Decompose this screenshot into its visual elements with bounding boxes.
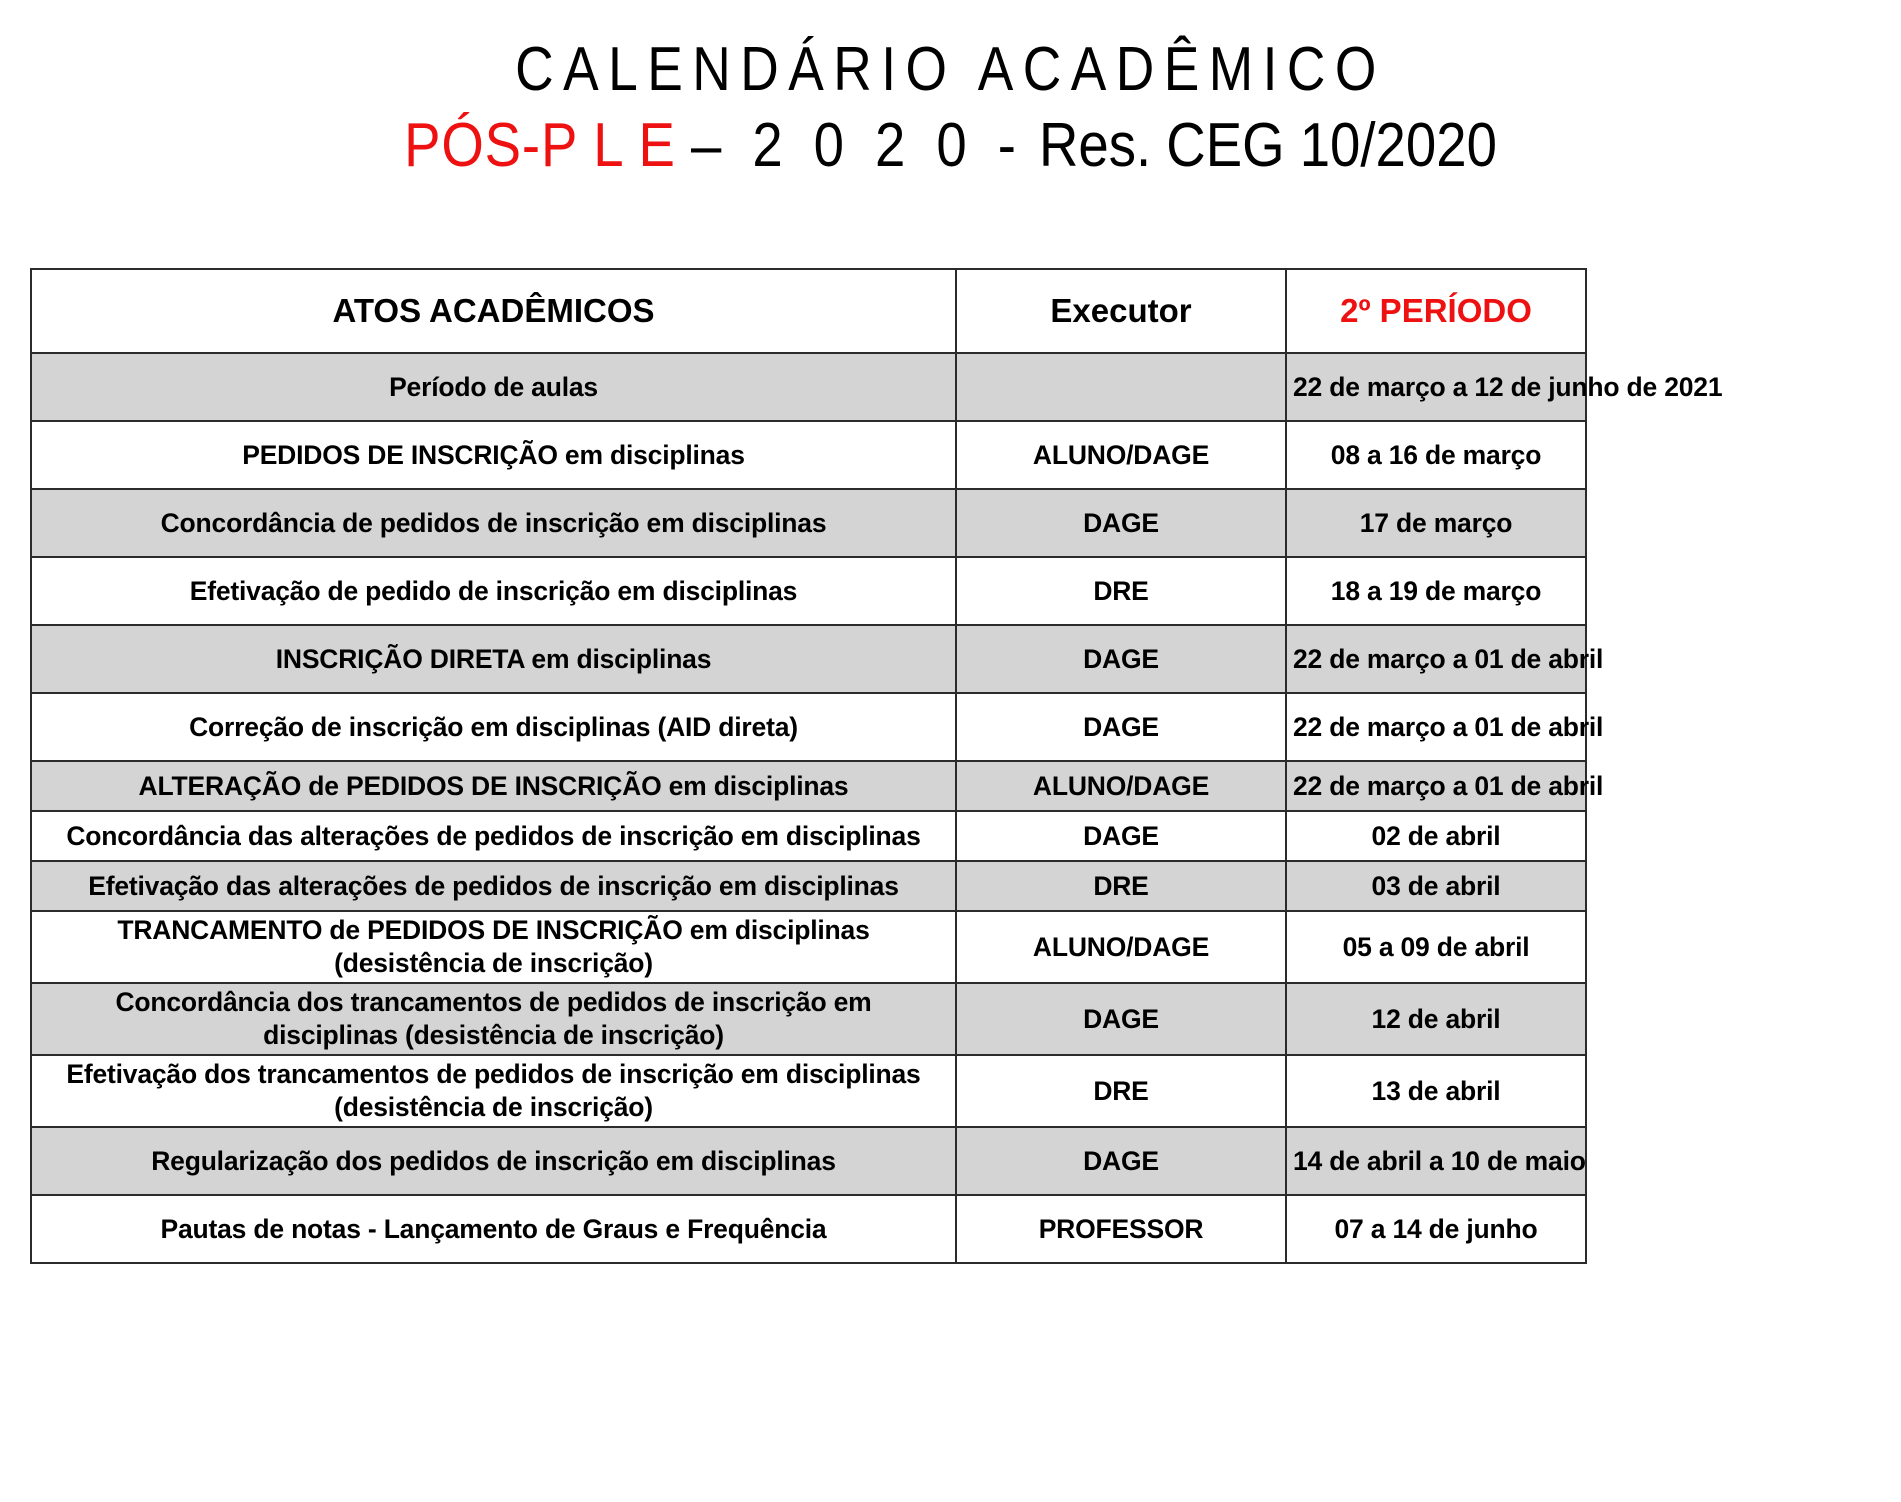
table-row [31, 1195, 1586, 1263]
cell-executor: DRE [956, 557, 1286, 625]
cell-period: 22 de março a 01 de abril [1286, 761, 1586, 811]
cell-period: 05 a 09 de abril [1286, 911, 1586, 983]
cell-period: 22 de março a 12 de junho de 2021 [1286, 353, 1586, 421]
cell-activity: Regularização dos pedidos de inscrição em disciplinas [31, 1127, 956, 1195]
table-body [31, 353, 1723, 1263]
cell-activity: Efetivação de pedido de inscrição em disciplinas [31, 557, 956, 625]
cell-executor: ALUNO/DAGE [956, 911, 1286, 983]
cell-period: 02 de abril [1286, 811, 1586, 861]
cell-activity: Concordância das alterações de pedidos de inscrição em disciplinas [31, 811, 956, 861]
column-header-executor: Executor [956, 269, 1286, 353]
title-subtitle [114, 108, 1787, 184]
table-row [31, 983, 1586, 1055]
table-row [31, 625, 1586, 693]
cell-executor: DAGE [956, 983, 1286, 1055]
title-year-label: – 2 0 2 0 - [690, 111, 1024, 180]
cell-activity: Correção de inscrição em disciplinas (AID direta) [31, 693, 956, 761]
table-row [31, 353, 1586, 421]
cell-activity: Concordância de pedidos de inscrição em disciplinas [31, 489, 956, 557]
title-program-label: PÓS-P L E [404, 111, 676, 180]
cell-period: 13 de abril [1286, 1055, 1586, 1127]
cell-activity: Período de aulas [31, 353, 956, 421]
academic-calendar-table [30, 268, 1723, 1264]
cell-activity: TRANCAMENTO de PEDIDOS DE INSCRIÇÃO em disciplinas (desistência de inscrição) [31, 911, 956, 983]
calendar-table-container [30, 268, 1723, 1264]
cell-activity: Pautas de notas - Lançamento de Graus e Frequência [31, 1195, 956, 1263]
table-row [31, 811, 1586, 861]
cell-executor: DRE [956, 861, 1286, 911]
cell-executor: DRE [956, 1055, 1286, 1127]
cell-activity: ALTERAÇÃO de PEDIDOS DE INSCRIÇÃO em disciplinas [31, 761, 956, 811]
table-row [31, 1055, 1586, 1127]
cell-period: 17 de março [1286, 489, 1586, 557]
cell-period: 22 de março a 01 de abril [1286, 693, 1586, 761]
cell-executor: ALUNO/DAGE [956, 761, 1286, 811]
cell-period: 18 a 19 de março [1286, 557, 1586, 625]
cell-activity: PEDIDOS DE INSCRIÇÃO em disciplinas [31, 421, 956, 489]
cell-executor: DAGE [956, 1127, 1286, 1195]
cell-period: 03 de abril [1286, 861, 1586, 911]
cell-executor: DAGE [956, 811, 1286, 861]
cell-executor: DAGE [956, 625, 1286, 693]
table-row [31, 489, 1586, 557]
cell-executor: DAGE [956, 489, 1286, 557]
cell-period: 07 a 14 de junho [1286, 1195, 1586, 1263]
cell-period: 22 de março a 01 de abril [1286, 625, 1586, 693]
document-title [0, 34, 1901, 184]
table-header [31, 269, 1586, 353]
column-header-activities: ATOS ACADÊMICOS [31, 269, 956, 353]
cell-period: 08 a 16 de março [1286, 421, 1586, 489]
cell-activity: Efetivação dos trancamentos de pedidos de inscrição em disciplinas (desistência de inscrição) [31, 1055, 956, 1127]
table-row [31, 861, 1586, 911]
cell-activity: Efetivação das alterações de pedidos de inscrição em disciplinas [31, 861, 956, 911]
cell-executor [956, 353, 1286, 421]
table-row [31, 693, 1586, 761]
title-main: CALENDÁRIO ACADÊMICO [515, 35, 1386, 104]
cell-activity: Concordância dos trancamentos de pedidos de inscrição em disciplinas (desistência de inscrição) [31, 983, 956, 1055]
cell-period: 14 de abril a 10 de maio [1286, 1127, 1586, 1195]
table-row [31, 911, 1586, 983]
column-header-period: 2º PERÍODO [1286, 269, 1586, 353]
table-row [31, 421, 1586, 489]
cell-executor: DAGE [956, 693, 1286, 761]
cell-executor: ALUNO/DAGE [956, 421, 1286, 489]
cell-executor: PROFESSOR [956, 1195, 1286, 1263]
table-row [31, 761, 1586, 811]
table-row [31, 1127, 1586, 1195]
cell-activity: INSCRIÇÃO DIRETA em disciplinas [31, 625, 956, 693]
cell-period: 12 de abril [1286, 983, 1586, 1055]
title-resolution-label: Res. CEG 10/2020 [1038, 111, 1497, 180]
header-row [31, 269, 1586, 353]
table-row [31, 557, 1586, 625]
